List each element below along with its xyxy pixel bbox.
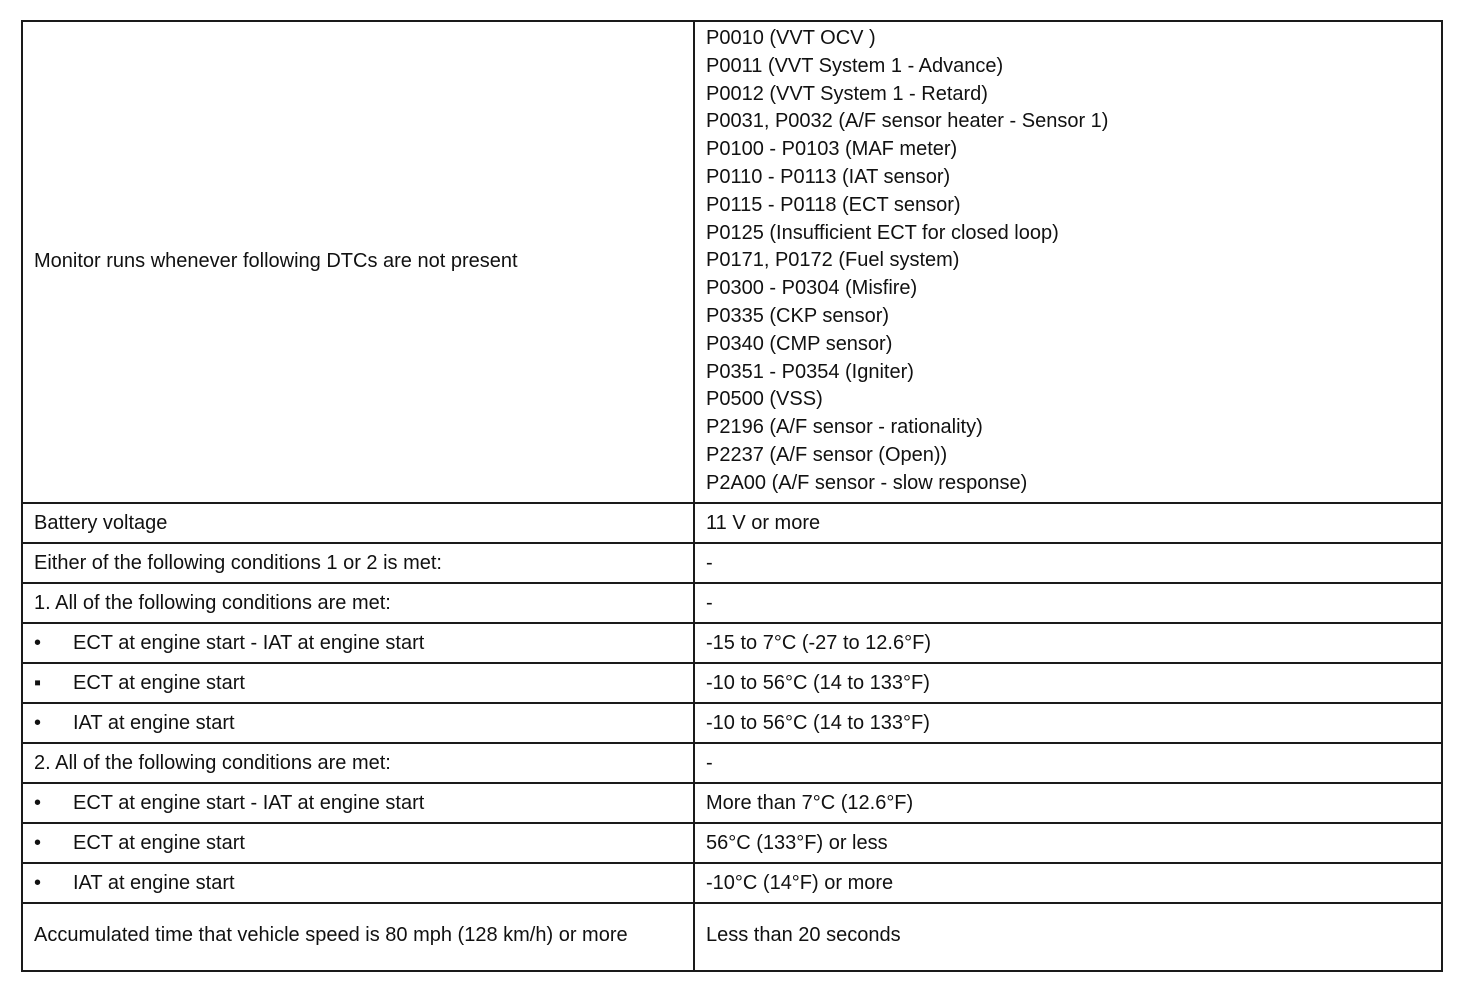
value-cell: -15 to 7°C (-27 to 12.6°F) xyxy=(694,623,1442,663)
dtc-code: P0171, P0172 (Fuel system) xyxy=(706,249,960,272)
dtc-code: P0110 - P0113 (IAT sensor) xyxy=(706,165,951,188)
dtc-condition-label: Monitor runs whenever following DTCs are not present xyxy=(22,21,694,503)
condition-text: IAT at engine start xyxy=(73,871,235,894)
table-row-c2-iat xyxy=(22,863,1442,903)
value-cell: -10 to 56°C (14 to 133°F) xyxy=(694,703,1442,743)
dtc-code: P0031, P0032 (A/F sensor heater - Sensor 1) xyxy=(706,110,1109,133)
dtc-code: P2A00 (A/F sensor - slow response) xyxy=(706,471,1028,494)
bullet-icon: ▪ xyxy=(34,671,42,694)
value-cell: More than 7°C (12.6°F) xyxy=(694,783,1442,823)
bullet-icon: • xyxy=(34,791,42,814)
table-row-condition-2-header xyxy=(22,743,1442,783)
condition-cell: Battery voltage xyxy=(22,503,694,543)
condition-cell xyxy=(22,623,694,663)
condition-cell: 1. All of the following conditions are met: xyxy=(22,583,694,623)
dtc-code: P0115 - P0118 (ECT sensor) xyxy=(706,193,961,216)
dtc-code: P0011 (VVT System 1 - Advance) xyxy=(706,54,1004,77)
dtc-code: P0012 (VVT System 1 - Retard) xyxy=(706,82,988,105)
condition-cell: Accumulated time that vehicle speed is 80 mph (128 km/h) or more xyxy=(22,903,694,971)
value-cell: -10°C (14°F) or more xyxy=(694,863,1442,903)
dtc-code-list xyxy=(706,25,1430,498)
monitor-conditions-table xyxy=(21,20,1443,972)
table-row-c1-ect xyxy=(22,663,1442,703)
table-row-condition-1-header xyxy=(22,583,1442,623)
table-row-c1-ect-minus-iat xyxy=(22,623,1442,663)
condition-cell xyxy=(22,783,694,823)
dtc-code: P0335 (CKP sensor) xyxy=(706,304,890,327)
condition-cell xyxy=(22,663,694,703)
bullet-icon: • xyxy=(34,631,42,654)
table-row-vehicle-speed-time xyxy=(22,903,1442,971)
value-cell: - xyxy=(694,583,1442,623)
condition-text: ECT at engine start - IAT at engine start xyxy=(73,631,425,654)
table-row-c1-iat xyxy=(22,703,1442,743)
condition-cell xyxy=(22,823,694,863)
dtc-code: P0300 - P0304 (Misfire) xyxy=(706,277,918,300)
condition-cell: Either of the following conditions 1 or 2 is met: xyxy=(22,543,694,583)
condition-text: ECT at engine start - IAT at engine start xyxy=(73,791,425,814)
dtc-code: P0100 - P0103 (MAF meter) xyxy=(706,138,958,161)
dtc-code: P2196 (A/F sensor - rationality) xyxy=(706,416,983,439)
value-cell: -10 to 56°C (14 to 133°F) xyxy=(694,663,1442,703)
table-row-either-condition xyxy=(22,543,1442,583)
dtc-code: P2237 (A/F sensor (Open)) xyxy=(706,443,948,466)
bullet-icon: • xyxy=(34,711,42,734)
dtc-code: P0125 (Insufficient ECT for closed loop) xyxy=(706,221,1059,244)
dtc-code: P0340 (CMP sensor) xyxy=(706,332,893,355)
table-row-battery-voltage xyxy=(22,503,1442,543)
table-row-c2-ect-minus-iat xyxy=(22,783,1442,823)
bullet-icon: • xyxy=(34,831,42,854)
bullet-icon: • xyxy=(34,871,42,894)
condition-cell xyxy=(22,703,694,743)
condition-cell: 2. All of the following conditions are met: xyxy=(22,743,694,783)
value-cell: 56°C (133°F) or less xyxy=(694,823,1442,863)
value-cell: Less than 20 seconds xyxy=(694,903,1442,971)
condition-text: ECT at engine start xyxy=(73,671,245,694)
condition-text: IAT at engine start xyxy=(73,711,235,734)
value-cell: - xyxy=(694,543,1442,583)
condition-cell xyxy=(22,863,694,903)
table-row-c2-ect xyxy=(22,823,1442,863)
dtc-code: P0010 (VVT OCV ) xyxy=(706,27,876,49)
dtc-code: P0500 (VSS) xyxy=(706,388,823,411)
dtc-code: P0351 - P0354 (Igniter) xyxy=(706,360,914,383)
table-row-dtc-list xyxy=(22,21,1442,503)
value-cell: - xyxy=(694,743,1442,783)
dtc-code-cell xyxy=(694,21,1442,503)
value-cell: 11 V or more xyxy=(694,503,1442,543)
condition-text: ECT at engine start xyxy=(73,831,245,854)
